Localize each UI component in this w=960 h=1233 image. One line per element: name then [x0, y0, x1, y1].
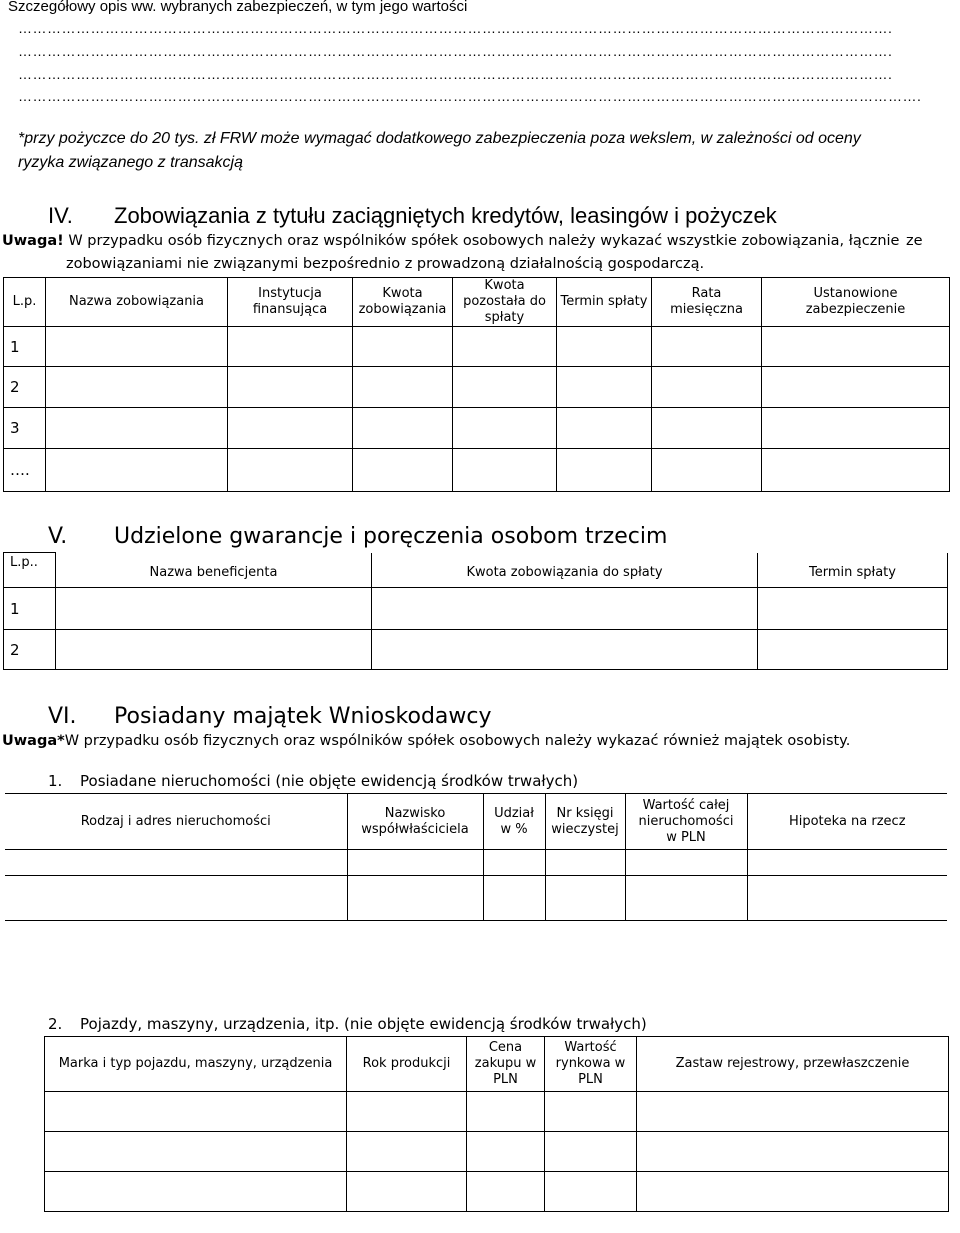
table-header-row	[5, 794, 947, 850]
warning-line: W przypadku osób fizycznych oraz wspólników spółek osobowych należy wykazać również majątek osobisty.	[64, 733, 851, 749]
dotted-line[interactable]: ……………………………………………………………………………………………………………………………………………………………….	[18, 66, 893, 82]
section-number: IV.	[48, 203, 73, 228]
real-estate-table	[5, 793, 947, 921]
security-description-label: Szczegółowy opis ww. wybranych zabezpieczeń, w tym jego wartości	[8, 0, 468, 15]
table-row	[5, 850, 947, 876]
header-cell: Nazwa beneficjenta	[56, 553, 372, 588]
row-number: 1	[4, 588, 56, 630]
header-cell: Cena zakupu w PLN	[467, 1037, 545, 1092]
header-cell: Marka i typ pojazdu, maszyny, urządzenia	[45, 1037, 347, 1092]
dotted-line[interactable]: ……………………………………………………………………………………………………………………………………………………………….	[18, 43, 893, 59]
warning-line: W przypadku osób fizycznych oraz wspólników spółek osobowych należy wykazać wszystkie zobowiązania, łącznie	[63, 233, 900, 249]
header-cell: Wartość rynkowa w PLN	[545, 1037, 637, 1092]
subsection-number: 1.	[48, 772, 63, 790]
row-number: 1	[4, 327, 46, 367]
header-cell: Rok produkcji	[347, 1037, 467, 1092]
table-row	[4, 449, 950, 492]
warning-word: ze	[906, 233, 923, 249]
liabilities-table	[3, 277, 950, 492]
section-title: Udzielone gwarancje i poręczenia osobom trzecim	[114, 524, 668, 549]
header-cell: Udział w %	[483, 794, 545, 850]
header-cell: Nazwisko współwłaściciela	[347, 794, 483, 850]
guarantees-table	[3, 552, 948, 670]
header-cell: Kwota pozostała do spłaty	[453, 278, 557, 327]
header-cell: Nazwa zobowiązania	[46, 278, 228, 327]
header-cell: Ustanowione zabezpieczenie	[762, 278, 950, 327]
header-cell: L.p..	[4, 553, 56, 588]
table-row	[5, 876, 947, 921]
warning-text	[2, 733, 850, 749]
subsection-title: Pojazdy, maszyny, urządzenia, itp. (nie objęte ewidencją środków trwałych)	[80, 1015, 647, 1033]
subsection-title: Posiadane nieruchomości (nie objęte ewidencją środków trwałych)	[80, 772, 579, 790]
header-cell: L.p.	[4, 278, 46, 327]
warning-bold: Uwaga*	[2, 733, 65, 749]
table-row	[45, 1172, 949, 1212]
table-row	[45, 1132, 949, 1172]
header-cell: Zastaw rejestrowy, przewłaszczenie	[637, 1037, 949, 1092]
row-number: ….	[4, 449, 46, 492]
warning-text	[2, 233, 899, 249]
subsection-number: 2.	[48, 1015, 63, 1033]
header-cell: Instytucja finansująca	[228, 278, 353, 327]
dotted-line[interactable]: …………………………………………………………………………………………………………………………………………………………………….	[18, 88, 922, 104]
row-number: 3	[4, 408, 46, 449]
table-row	[45, 1092, 949, 1132]
table-row	[4, 408, 950, 449]
header-cell: Nr księgi wieczystej	[545, 794, 625, 850]
section-title: Posiadany majątek Wnioskodawcy	[114, 704, 492, 729]
header-cell: Hipoteka na rzecz	[747, 794, 947, 850]
table-row	[4, 630, 948, 670]
header-cell: Kwota zobowiązania do spłaty	[372, 553, 758, 588]
table-header-row	[4, 553, 948, 588]
note-line: *przy pożyczce do 20 tys. zł FRW może wymagać dodatkowego zabezpieczenia poza wekslem, w zależności od oceny	[18, 130, 861, 147]
header-cell: Termin spłaty	[557, 278, 652, 327]
vehicles-table	[44, 1036, 949, 1212]
table-header-row	[4, 278, 950, 327]
note-line: ryzyka związanego z transakcją	[18, 154, 243, 171]
dotted-line[interactable]: ……………………………………………………………………………………………………………………………………………………………….	[18, 20, 893, 36]
header-cell: Kwota zobowiązania	[353, 278, 453, 327]
section-number: VI.	[48, 704, 77, 729]
section-number: V.	[48, 524, 68, 549]
header-cell: Wartość całej nieruchomości w PLN	[625, 794, 747, 850]
table-row	[4, 367, 950, 408]
table-row	[4, 588, 948, 630]
row-number: 2	[4, 630, 56, 670]
header-cell: Termin spłaty	[758, 553, 948, 588]
warning-line: zobowiązaniami nie związanymi bezpośrednio z prowadzoną działalnością gospodarczą.	[66, 256, 705, 272]
section-title: Zobowiązania z tytułu zaciągniętych kredytów, leasingów i pożyczek	[114, 203, 777, 228]
header-cell: Rata miesięczna	[652, 278, 762, 327]
warning-bold: Uwaga!	[2, 233, 64, 249]
row-number: 2	[4, 367, 46, 408]
table-header-row	[45, 1037, 949, 1092]
table-row	[4, 327, 950, 367]
header-cell: Rodzaj i adres nieruchomości	[5, 794, 347, 850]
